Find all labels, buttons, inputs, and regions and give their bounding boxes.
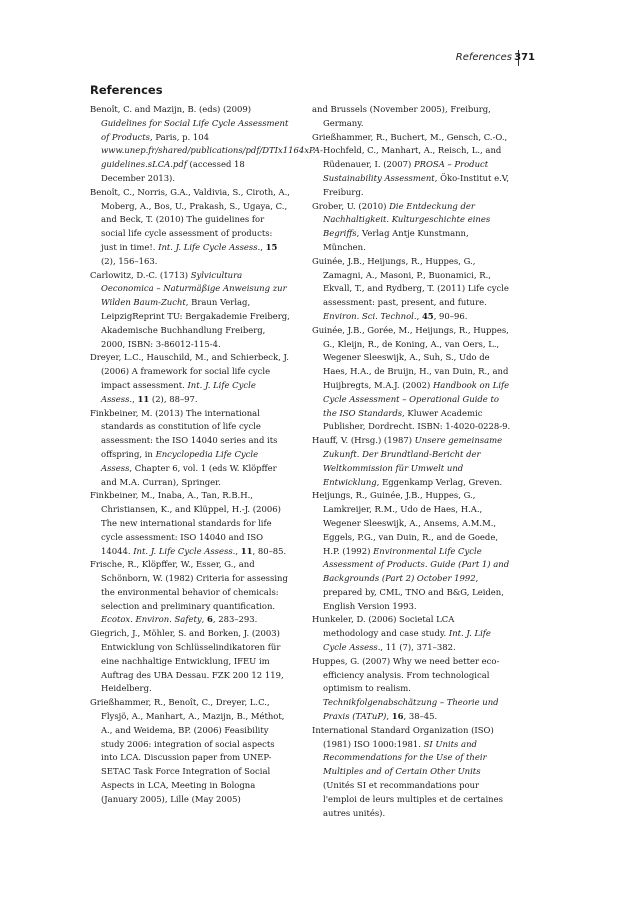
reference-entry: Benoît, C. and Mazijn, B. (eds) (2009) Guidelines for Social Life Cycle Assessment of Products, Paris, p. 104 www.unep.fr/shared/publications/pdf/DTIx1164xPA-guidelines.sLCA.pdf (accessed 18 December 2013). [90, 104, 323, 183]
reference-entry: Dreyer, L.C., Hauschild, M., and Schierbeck, J. (2006) A framework for social life cycle impact assessment. Int. J. Life Cycle Assess., 11 (2), 88–97. [90, 352, 289, 404]
reference-entry: Guinée, J.B., Heijungs, R., Huppes, G., Zamagni, A., Masoni, P., Buonamici, R., Ekvall, T., and Rydberg, T. (2011) Life cycle assessment: past, present, and future. Environ. Sci. Technol., 45, 90–96. [312, 255, 509, 321]
reference-entry: Benoît, C., Norris, G.A., Valdivia, S., Ciroth, A., Moberg, A., Bos, U., Prakash, S., Ugaya, C., and Beck, T. (2010) The guidelines for social life cycle assessment of products: just in time!. Int. J. Life Cycle Assess., 15 (2), 156–163. [90, 186, 290, 266]
reference-entry: International Standard Organization (ISO) (1981) ISO 1000:1981. SI Units and Recommendations for the Use of their Multiples and of Certain Other Units (Unités SI et recommandations pour l'emploi de leurs multiples et de certaines autres unités). [312, 724, 503, 818]
reference-entry: Finkbeiner, M. (2013) The international standards as constitution of life cycle assessment: the ISO 14040 series and its offspring, in Encyclopedia Life Cycle Assess, Chapter 6, vol. 1 (eds W. Klöpffer and M.A. Curran), Springer. [90, 407, 278, 487]
reference-entry: Heijungs, R., Guinée, J.B., Huppes, G., Lamkreijer, R.M., Udo de Haes, H.A., Wegener Sleeswijk, A., Ansems, A.M.M., Eggels, P.G., van Duin, R., and de Goede, H.P. (1992) Environmental Life Cycle Assessment of Products. Guide (Part 1) and Backgrounds (Part 2) October 1992, prepared by, CML, TNO and B&G, Leiden, English Version 1993. [312, 490, 510, 611]
reference-entry: Grießhammer, R., Benoît, C., Dreyer, L.C., Flysjö, A., Manhart, A., Mazijn, B., Méthot, A., and Weidema, BP. (2006) Feasibility study 2006: integration of social aspects into LCA. Discussion paper from UNEP-SETAC Task Force Integration of Social Aspects in LCA, Meeting in Bologna (January 2005), Lille (May 2005) [90, 697, 285, 804]
reference-entry: Hauff, V. (Hrsg.) (1987) Unsere gemeinsame Zukunft. Der Brundtland-Bericht der Weltkommission für Umwelt und Entwicklung, Eggenkamp Verlag, Greven. [312, 435, 503, 487]
reference-entry: Grießhammer, R., Buchert, M., Gensch, C.-O., Hochfeld, C., Manhart, A., Reisch, L., and Rüdenauer, I. (2007) PROSA – Product Sustainability Assessment, Öko-Institut e.V, Freiburg. [312, 131, 510, 197]
reference-entry: Carlowitz, D.-C. (1713) Sylvicultura Oeconomica – Naturmäßige Anweisung zur Wilden Baum-Zucht, Braun Verlag, LeipzigReprint TU: Bergakademie Freiberg, Akademische Buchhandlung Freiberg, 2000, ISBN: 3-86012-115-4. [90, 269, 290, 349]
reference-entry: Giegrich, J., Möhler, S. and Borken, J. (2003) Entwicklung von Schlüsselindikatoren für eine nachhaltige Entwicklung, IFEU im Auftrag des UBA Dessau. FZK 200 12 119, Heidelberg. [90, 628, 284, 694]
reference-entry: Frische, R., Klöpffer, W., Esser, G., and Schönborn, W. (1982) Criteria for assessing the environmental behavior of chemicals: selection and preliminary quantification. Ecotox. Environ. Safety, 6, 283–293. [90, 559, 288, 625]
reference-column-right [312, 103, 512, 820]
reference-entry: Finkbeiner, M., Inaba, A., Tan, R.B.H., Christiansen, K., and Klüppel, H.-J. (2006) The new international standards for life cycle assessment: ISO 14040 and ISO 14044. Int. J. Life Cycle Assess., 11, 80–85. [90, 490, 287, 556]
reference-entry: and Brussels (November 2005), Freiburg, Germany. [312, 104, 491, 128]
reference-entry: Guinée, J.B., Gorée, M., Heijungs, R., Huppes, G., Kleijn, R., de Koning, A., van Oers, L., Wegener Sleeswijk, A., Suh, S., Udo de Haes, H.A., de Bruijn, H., van Duin, R., and Huijbregts, M.A.J. (2002) Handbook on Life Cycle Assessment – Operational Guide to the ISO Standards, Kluwer Academic Publisher, Dordrecht. ISBN: 1-4020-0228-9. [312, 324, 511, 432]
running-head-title: References [456, 50, 519, 66]
section-title: References [90, 83, 163, 97]
reference-column-left [90, 103, 323, 807]
reference-entry: Huppes, G. (2007) Why we need better eco-efficiency analysis. From technological optimism to realism. Technikfolgenabschätzung – Theorie und Praxis (TATuP), 16, 38–45. [312, 655, 500, 722]
page-number: 371 [514, 52, 535, 63]
reference-entry: Hunkeler, D. (2006) Societal LCA methodology and case study. Int. J. Life Cycle Assess., 11 (7), 371–382. [312, 614, 491, 653]
reference-entry: Grober, U. (2010) Die Entdeckung der Nachhaltigkeit. Kulturgeschichte eines Begriffs, Verlag Antje Kunstmann, München. [312, 200, 491, 252]
